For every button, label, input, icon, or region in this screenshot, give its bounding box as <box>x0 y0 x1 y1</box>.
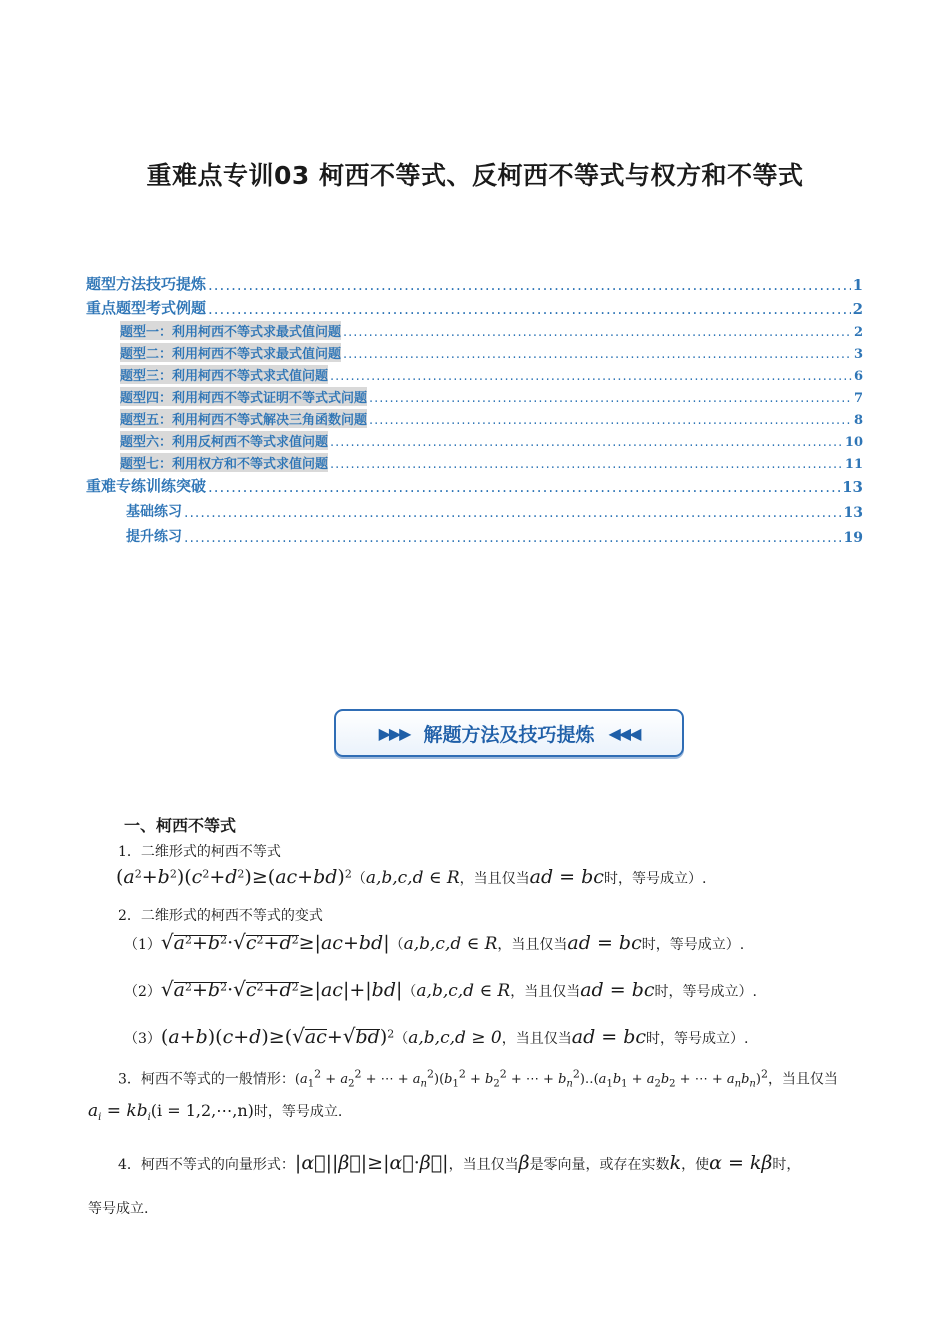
toc-label: 重点题型考式例题 <box>86 299 207 317</box>
toc-entry[interactable] <box>86 428 863 450</box>
table-of-contents <box>86 270 863 546</box>
toc-label: 题型六：利用反柯西不等式求值问题 <box>120 431 328 450</box>
toc-entry[interactable] <box>86 318 863 340</box>
toc-page: 2 <box>852 300 863 318</box>
toc-label: 提升练习 <box>126 529 182 545</box>
paragraph-4: 4．柯西不等式的向量形式：|α⃗||β⃗|≥|α⃗·β⃗|，当且仅当β是零向量，或存在实数k，使α = kβ时， <box>118 1152 801 1174</box>
toc-page: 1 <box>852 276 863 294</box>
toc-page: 13 <box>842 478 863 496</box>
toc-label: 题型二：利用柯西不等式求最式值问题 <box>120 343 341 362</box>
toc-page: 13 <box>843 505 863 521</box>
paragraph-2: 2．二维形式的柯西不等式的变式 <box>118 908 323 924</box>
toc-page: 10 <box>844 435 863 450</box>
triple-arrow-right-icon: ▶▶▶ <box>378 723 410 743</box>
toc-page: 6 <box>853 369 863 384</box>
toc-page: 11 <box>844 457 863 472</box>
banner-text: 解题方法及技巧提炼 <box>423 723 595 746</box>
toc-label: 题型方法技巧提炼 <box>86 275 207 293</box>
toc-label: 题型七：利用权方和不等式求值问题 <box>120 453 328 472</box>
toc-page: 8 <box>853 413 863 428</box>
toc-page: 3 <box>853 347 863 362</box>
section-heading: 一、柯西不等式 <box>124 816 237 835</box>
paragraph-4-cont: 等号成立. <box>88 1201 149 1217</box>
page-title: 重难点专训03 柯西不等式、反柯西不等式与权方和不等式 <box>146 161 804 190</box>
toc-entry[interactable] <box>86 340 863 362</box>
toc-label: 题型五：利用柯西不等式解决三角函数问题 <box>120 409 367 428</box>
toc-entry[interactable] <box>86 362 863 384</box>
formula-variant-3: $(3)(a+b)(c+d)\ge(√ac+√bd)^2(a,b,c,d \ge 0$，当且仅当ad = bc时，等号成立）. <box>124 1024 749 1048</box>
paragraph-3: 3．柯西不等式的一般情形：($a_1^2 + a_2^2$ + ⋯ + $a_n^2)(b_1^2 + b_2^2$ + ⋯ + $b_n^2)‥(a_1b_1 + a_2b_2$ + ⋯ + $a_nb_n)^2$，当且仅当 <box>118 1068 838 1090</box>
formula-variant-1: $(1)√a^2+b^2\cdot√c^2+d^2\ge|ac+bd|(a,b,c,d$ ∈ R，当且仅当ad = bc时，等号成立）. <box>124 930 745 954</box>
toc-entry[interactable] <box>86 472 863 496</box>
toc-entry[interactable] <box>86 406 863 428</box>
toc-entry[interactable] <box>86 270 863 294</box>
toc-entry[interactable] <box>86 450 863 472</box>
toc-entry[interactable] <box>86 384 863 406</box>
section-banner <box>334 709 684 757</box>
toc-entry[interactable] <box>86 521 863 546</box>
toc-entry[interactable] <box>86 496 863 521</box>
toc-page: 19 <box>843 530 863 546</box>
toc-label: 题型四：利用柯西不等式证明不等式式问题 <box>120 387 367 406</box>
triple-arrow-left-icon: ◀◀◀ <box>608 723 640 743</box>
toc-label: 重难专练训练突破 <box>86 477 207 495</box>
toc-label: 题型一：利用柯西不等式求最式值问题 <box>120 321 341 340</box>
toc-page: 2 <box>853 325 863 340</box>
formula-cauchy-2d: $(a^2+b^2)(c^2+d^2)\ge(ac+bd)^2(a,b,c,d$ ∈ R，当且仅当ad = bc时，等号成立）. <box>116 866 707 888</box>
toc-entry[interactable] <box>86 294 863 318</box>
toc-label: 基础练习 <box>126 504 182 520</box>
formula-variant-2: $(2)√a^2+b^2\cdot√c^2+d^2\ge|ac|+|bd|(a,b,c,d$ ∈ R，当且仅当ad = bc时，等号成立）. <box>124 977 757 1001</box>
paragraph-3-cont: $a_i = kb_i(i$ = 1,2,⋯,n)时，等号成立. <box>88 1101 343 1123</box>
toc-label: 题型三：利用柯西不等式求式值问题 <box>120 365 328 384</box>
toc-page: 7 <box>853 391 863 406</box>
paragraph-1: 1．二维形式的柯西不等式 <box>118 844 281 860</box>
